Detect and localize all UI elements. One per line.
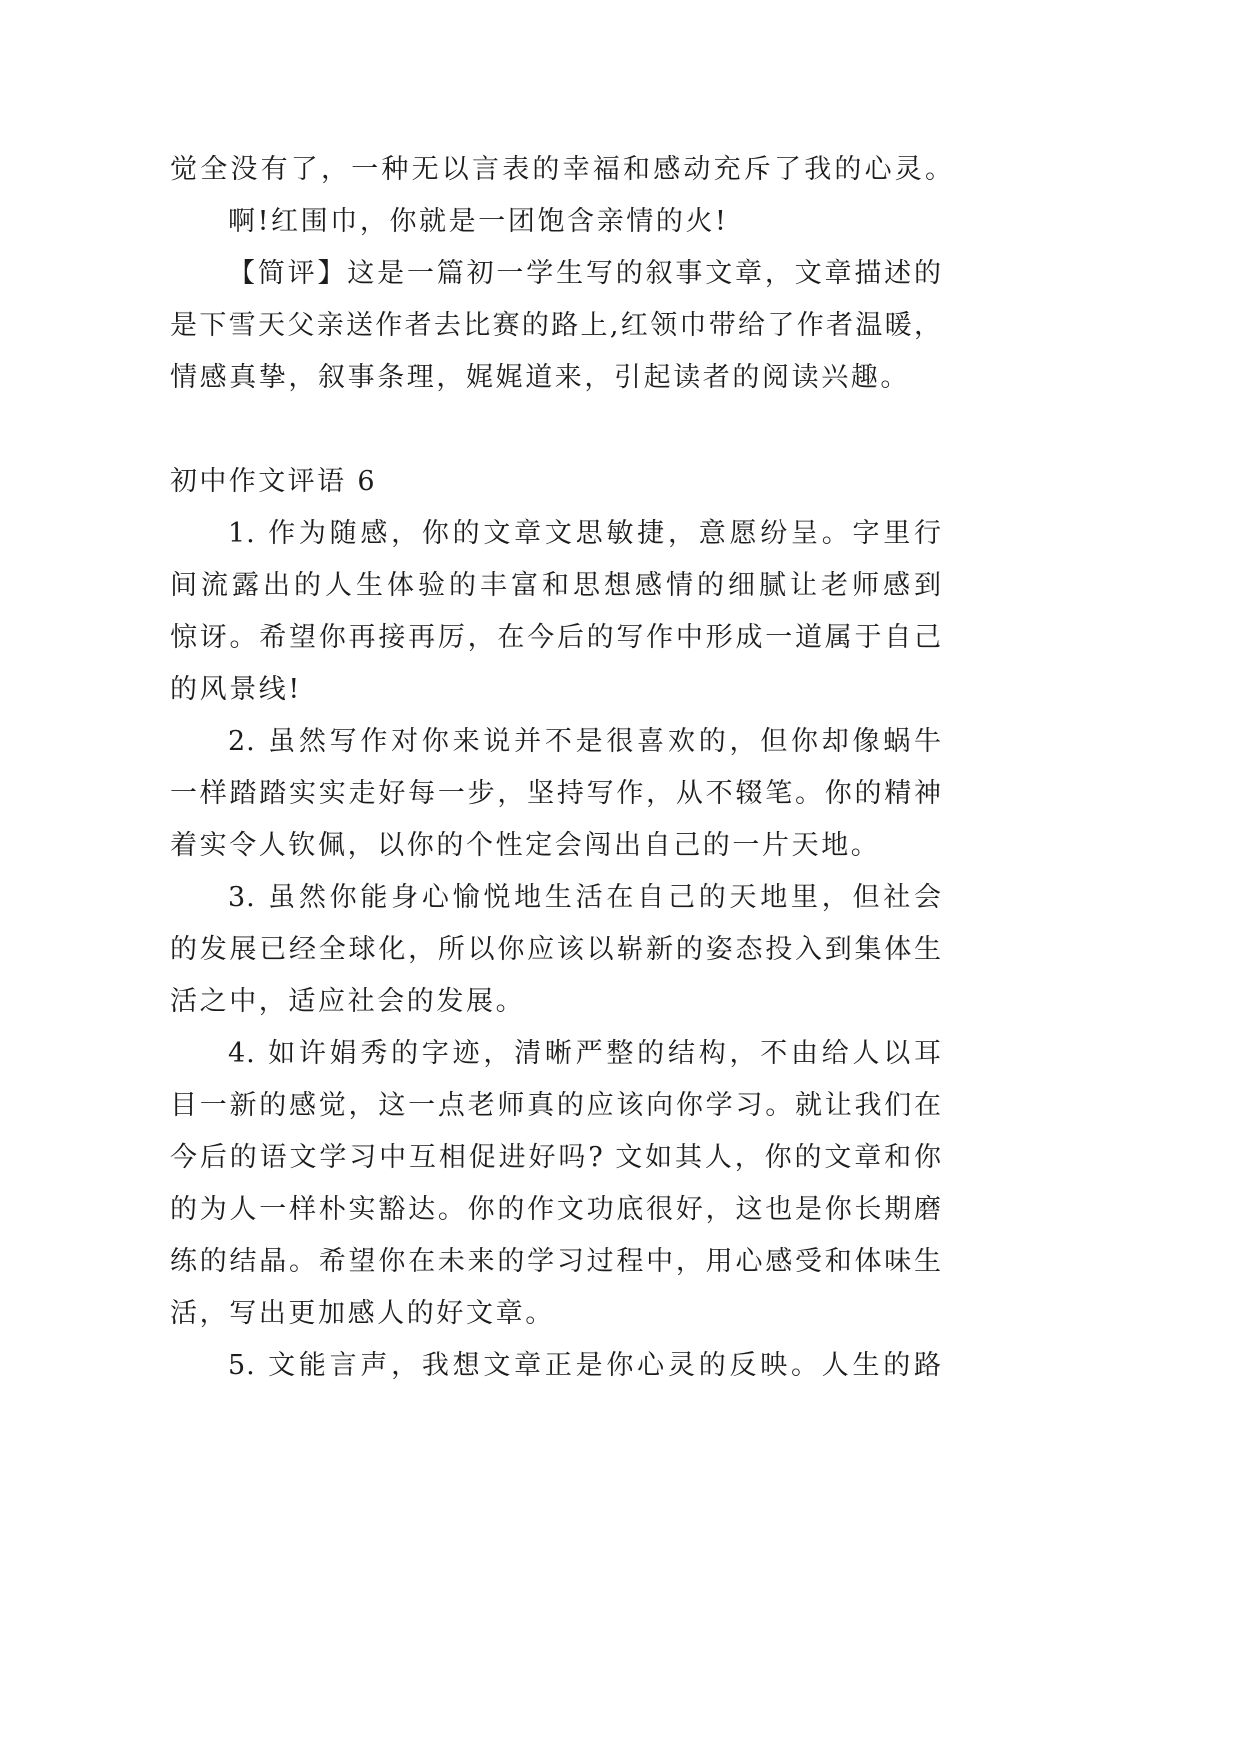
review-paragraph xyxy=(170,248,942,404)
paragraph-line: 1. 作为随感，你的文章文思敏捷，意愿纷呈。字里行 xyxy=(228,518,942,549)
paragraph-line: 情感真挚，叙事条理，娓娓道来，引起读者的阅读兴趣。 xyxy=(170,362,910,393)
paragraph-line: 2. 虽然写作对你来说并不是很喜欢的，但你却像蜗牛 xyxy=(228,726,942,757)
comment-item xyxy=(170,1028,942,1340)
paragraph-line: 的风景线! xyxy=(170,674,302,705)
paragraph-line: 间流露出的人生体验的丰富和思想感情的细腻让老师感到 xyxy=(170,570,942,601)
paragraph-line: 练的结晶。希望你在未来的学习过程中，用心感受和体味生 xyxy=(170,1246,942,1277)
paragraph-line: 3. 虽然你能身心愉悦地生活在自己的天地里，但社会 xyxy=(228,882,942,913)
paragraph-line: 活，写出更加感人的好文章。 xyxy=(170,1298,555,1329)
comment-item xyxy=(170,872,942,1028)
section-title: 初中作文评语 6 xyxy=(170,466,377,497)
paragraph-line: 今后的语文学习中互相促进好吗? 文如其人，你的文章和你 xyxy=(170,1142,942,1173)
paragraph-line: 5. 文能言声，我想文章正是你心灵的反映。人生的路 xyxy=(228,1350,942,1381)
paragraph-line: 一样踏踏实实走好每一步，坚持写作，从不辍笔。你的精神 xyxy=(170,778,942,809)
paragraph-line: 惊讶。希望你再接再厉，在今后的写作中形成一道属于自己 xyxy=(170,622,942,653)
document-body xyxy=(170,144,956,1392)
comment-item xyxy=(170,508,942,716)
comment-item xyxy=(170,1340,942,1392)
paragraph-line: 4. 如许娟秀的字迹，清晰严整的结构，不由给人以耳 xyxy=(228,1038,942,1069)
paragraph-line: 【简评】这是一篇初一学生写的叙事文章，文章描述的 xyxy=(228,258,942,289)
paragraph-line: 啊!红围巾，你就是一团饱含亲情的火! xyxy=(228,206,729,237)
paragraph xyxy=(170,144,956,196)
paragraph-line: 着实令人钦佩，以你的个性定会闯出自己的一片天地。 xyxy=(170,830,881,861)
paragraph-line: 活之中，适应社会的发展。 xyxy=(170,986,526,1017)
paragraph-line: 目一新的感觉，这一点老师真的应该向你学习。就让我们在 xyxy=(170,1090,942,1121)
comment-item xyxy=(170,716,942,872)
paragraph xyxy=(170,196,942,248)
paragraph-line: 的为人一样朴实豁达。你的作文功底很好，这也是你长期磨 xyxy=(170,1194,942,1225)
paragraph-line: 的发展已经全球化，所以你应该以崭新的姿态投入到集体生 xyxy=(170,934,942,965)
paragraph-line: 觉全没有了，一种无以言表的幸福和感动充斥了我的心灵。 xyxy=(170,154,956,185)
paragraph-line: 是下雪天父亲送作者去比赛的路上,红领巾带给了作者温暖， xyxy=(170,310,942,341)
blank-line xyxy=(170,404,942,456)
